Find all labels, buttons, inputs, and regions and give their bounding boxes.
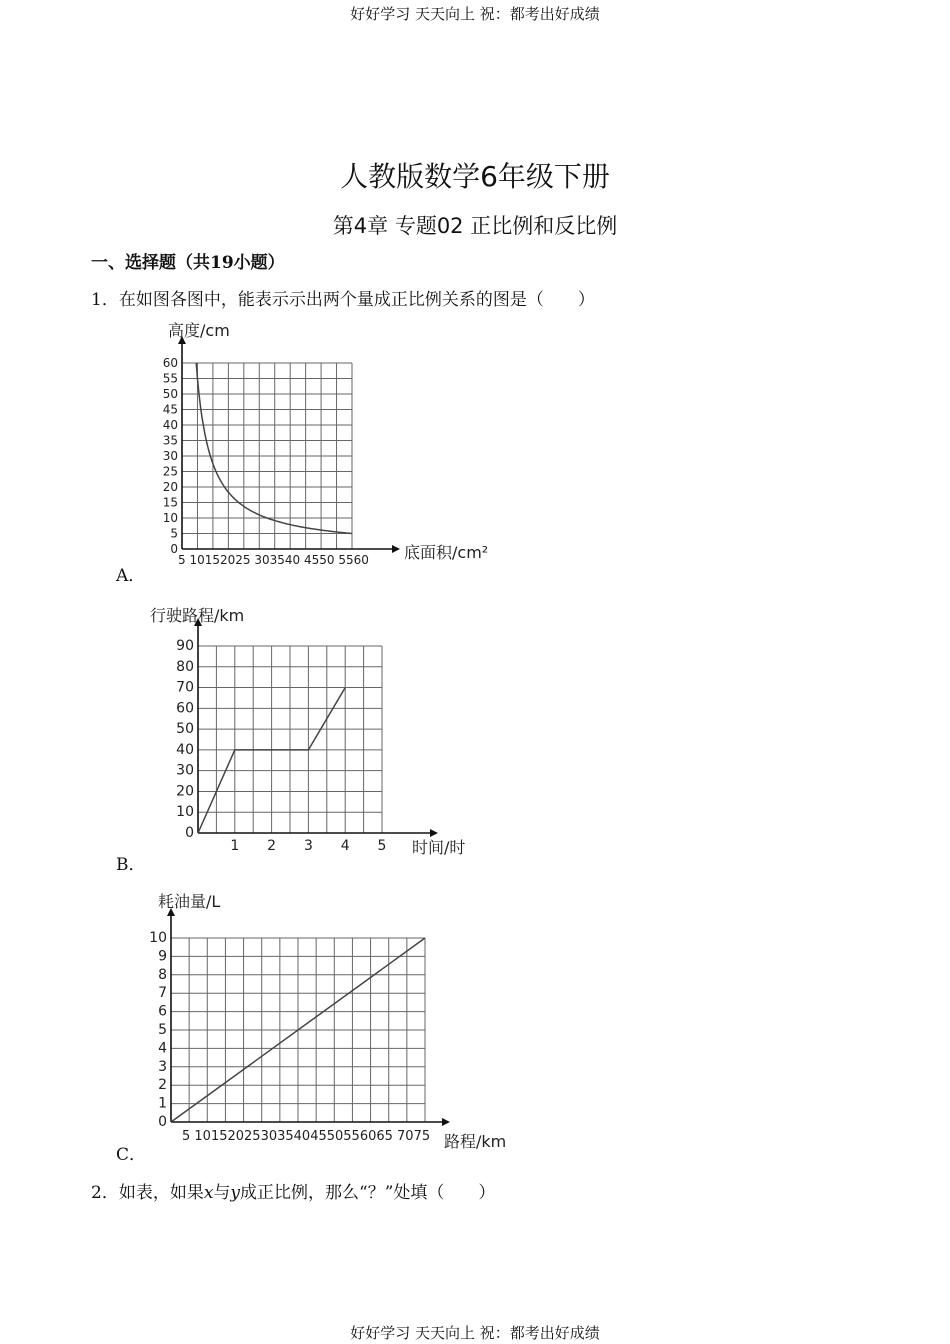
option-a-label[interactable]: A． xyxy=(116,566,146,586)
question-2-number: 2． xyxy=(91,1183,119,1203)
x-axis-label: 路程/km xyxy=(444,1132,507,1151)
y-tick-label: 20 xyxy=(176,783,194,800)
page-footer: 好好学习 天天向上 祝：都考出好成绩 xyxy=(350,1324,600,1342)
chart-grid xyxy=(198,646,382,833)
y-tick-label: 6 xyxy=(158,1003,167,1020)
var-x: x xyxy=(203,1183,214,1203)
chart-c xyxy=(140,888,520,1153)
y-tick-label: 1 xyxy=(158,1095,167,1112)
y-tick-label: 60 xyxy=(176,700,194,717)
page-header: 好好学习 天天向上 祝：都考出好成绩 xyxy=(350,5,600,23)
y-tick-label: 90 xyxy=(176,638,194,654)
document-title: 人教版数学6年级下册 xyxy=(340,160,610,193)
y-tick-label: 80 xyxy=(176,658,194,675)
y-tick-label: 30 xyxy=(176,762,194,779)
document-subtitle: 第4章 专题02 正比例和反比例 xyxy=(332,214,618,238)
x-axis-label: 底面积/cm² xyxy=(404,543,489,562)
y-tick-label: 35 xyxy=(162,433,178,448)
question-2 xyxy=(91,1178,495,1203)
var-y: y xyxy=(230,1183,241,1203)
chart-b xyxy=(140,600,520,860)
y-tick-label: 3 xyxy=(158,1058,167,1075)
question-2-text-a: 如表，如果 xyxy=(118,1183,204,1203)
section-heading: 一、选择题（共19小题） xyxy=(91,253,285,273)
y-tick-label: 4 xyxy=(158,1040,167,1057)
y-tick-label: 25 xyxy=(162,464,178,479)
y-tick-label: 0 xyxy=(185,825,194,841)
y-axis-label: 耗油量/L xyxy=(158,892,221,911)
x-tick-label: 3 xyxy=(303,838,313,854)
x-tick-label: 1 xyxy=(230,838,240,854)
y-tick-label: 60 xyxy=(162,356,178,370)
y-tick-label: 40 xyxy=(176,741,194,758)
question-1 xyxy=(91,285,595,310)
y-tick-label: 0 xyxy=(158,1114,167,1130)
y-tick-label: 50 xyxy=(162,387,178,401)
y-tick-label: 9 xyxy=(158,948,167,965)
option-c-label[interactable]: C． xyxy=(116,1145,147,1165)
y-tick-label: 45 xyxy=(162,402,178,417)
x-tick-label: 2 xyxy=(267,838,277,854)
x-axis-arrow xyxy=(430,829,438,837)
y-tick-label: 40 xyxy=(162,418,178,432)
x-axis-arrow xyxy=(392,545,400,553)
y-tick-label: 10 xyxy=(162,511,178,525)
y-tick-label: 8 xyxy=(158,966,167,983)
option-b-label[interactable]: B． xyxy=(116,855,146,875)
y-axis-label: 高度/cm xyxy=(168,321,230,340)
y-tick-label: 15 xyxy=(162,495,178,510)
question-1-number: 1． xyxy=(91,290,119,310)
chart-a xyxy=(140,318,520,568)
y-tick-label: 2 xyxy=(158,1077,167,1094)
x-tick-label: 4 xyxy=(340,838,350,854)
x-tick-labels: 5 10152025 303540 4550 5560 xyxy=(178,553,369,567)
x-axis-label: 时间/时 xyxy=(412,838,466,857)
question-2-text-c: 成正比例，那么“？”处填（ ） xyxy=(240,1183,496,1203)
question-2-text-b: 与 xyxy=(213,1183,231,1203)
question-1-text: 在如图各图中，能表示示出两个量成正比例关系的图是（ ） xyxy=(118,290,595,310)
y-tick-label: 20 xyxy=(162,480,178,494)
x-axis-arrow xyxy=(442,1118,450,1126)
x-tick-labels: 5 101520253035404550556065 7075 xyxy=(182,1129,431,1144)
y-tick-label: 5 xyxy=(158,1022,167,1038)
chart-grid xyxy=(182,363,352,549)
y-tick-label: 55 xyxy=(162,371,178,386)
y-tick-label: 10 xyxy=(176,804,194,821)
y-axis-label: 行驶路程/km xyxy=(150,606,245,625)
y-tick-label: 0 xyxy=(170,542,178,556)
y-tick-label: 7 xyxy=(158,985,167,1002)
x-tick-label: 5 xyxy=(377,838,387,854)
series-line xyxy=(196,363,352,534)
y-tick-label: 10 xyxy=(149,930,167,946)
y-tick-label: 70 xyxy=(176,679,194,696)
y-tick-label: 30 xyxy=(162,449,178,463)
y-tick-label: 50 xyxy=(176,721,194,738)
y-tick-label: 5 xyxy=(170,526,178,541)
